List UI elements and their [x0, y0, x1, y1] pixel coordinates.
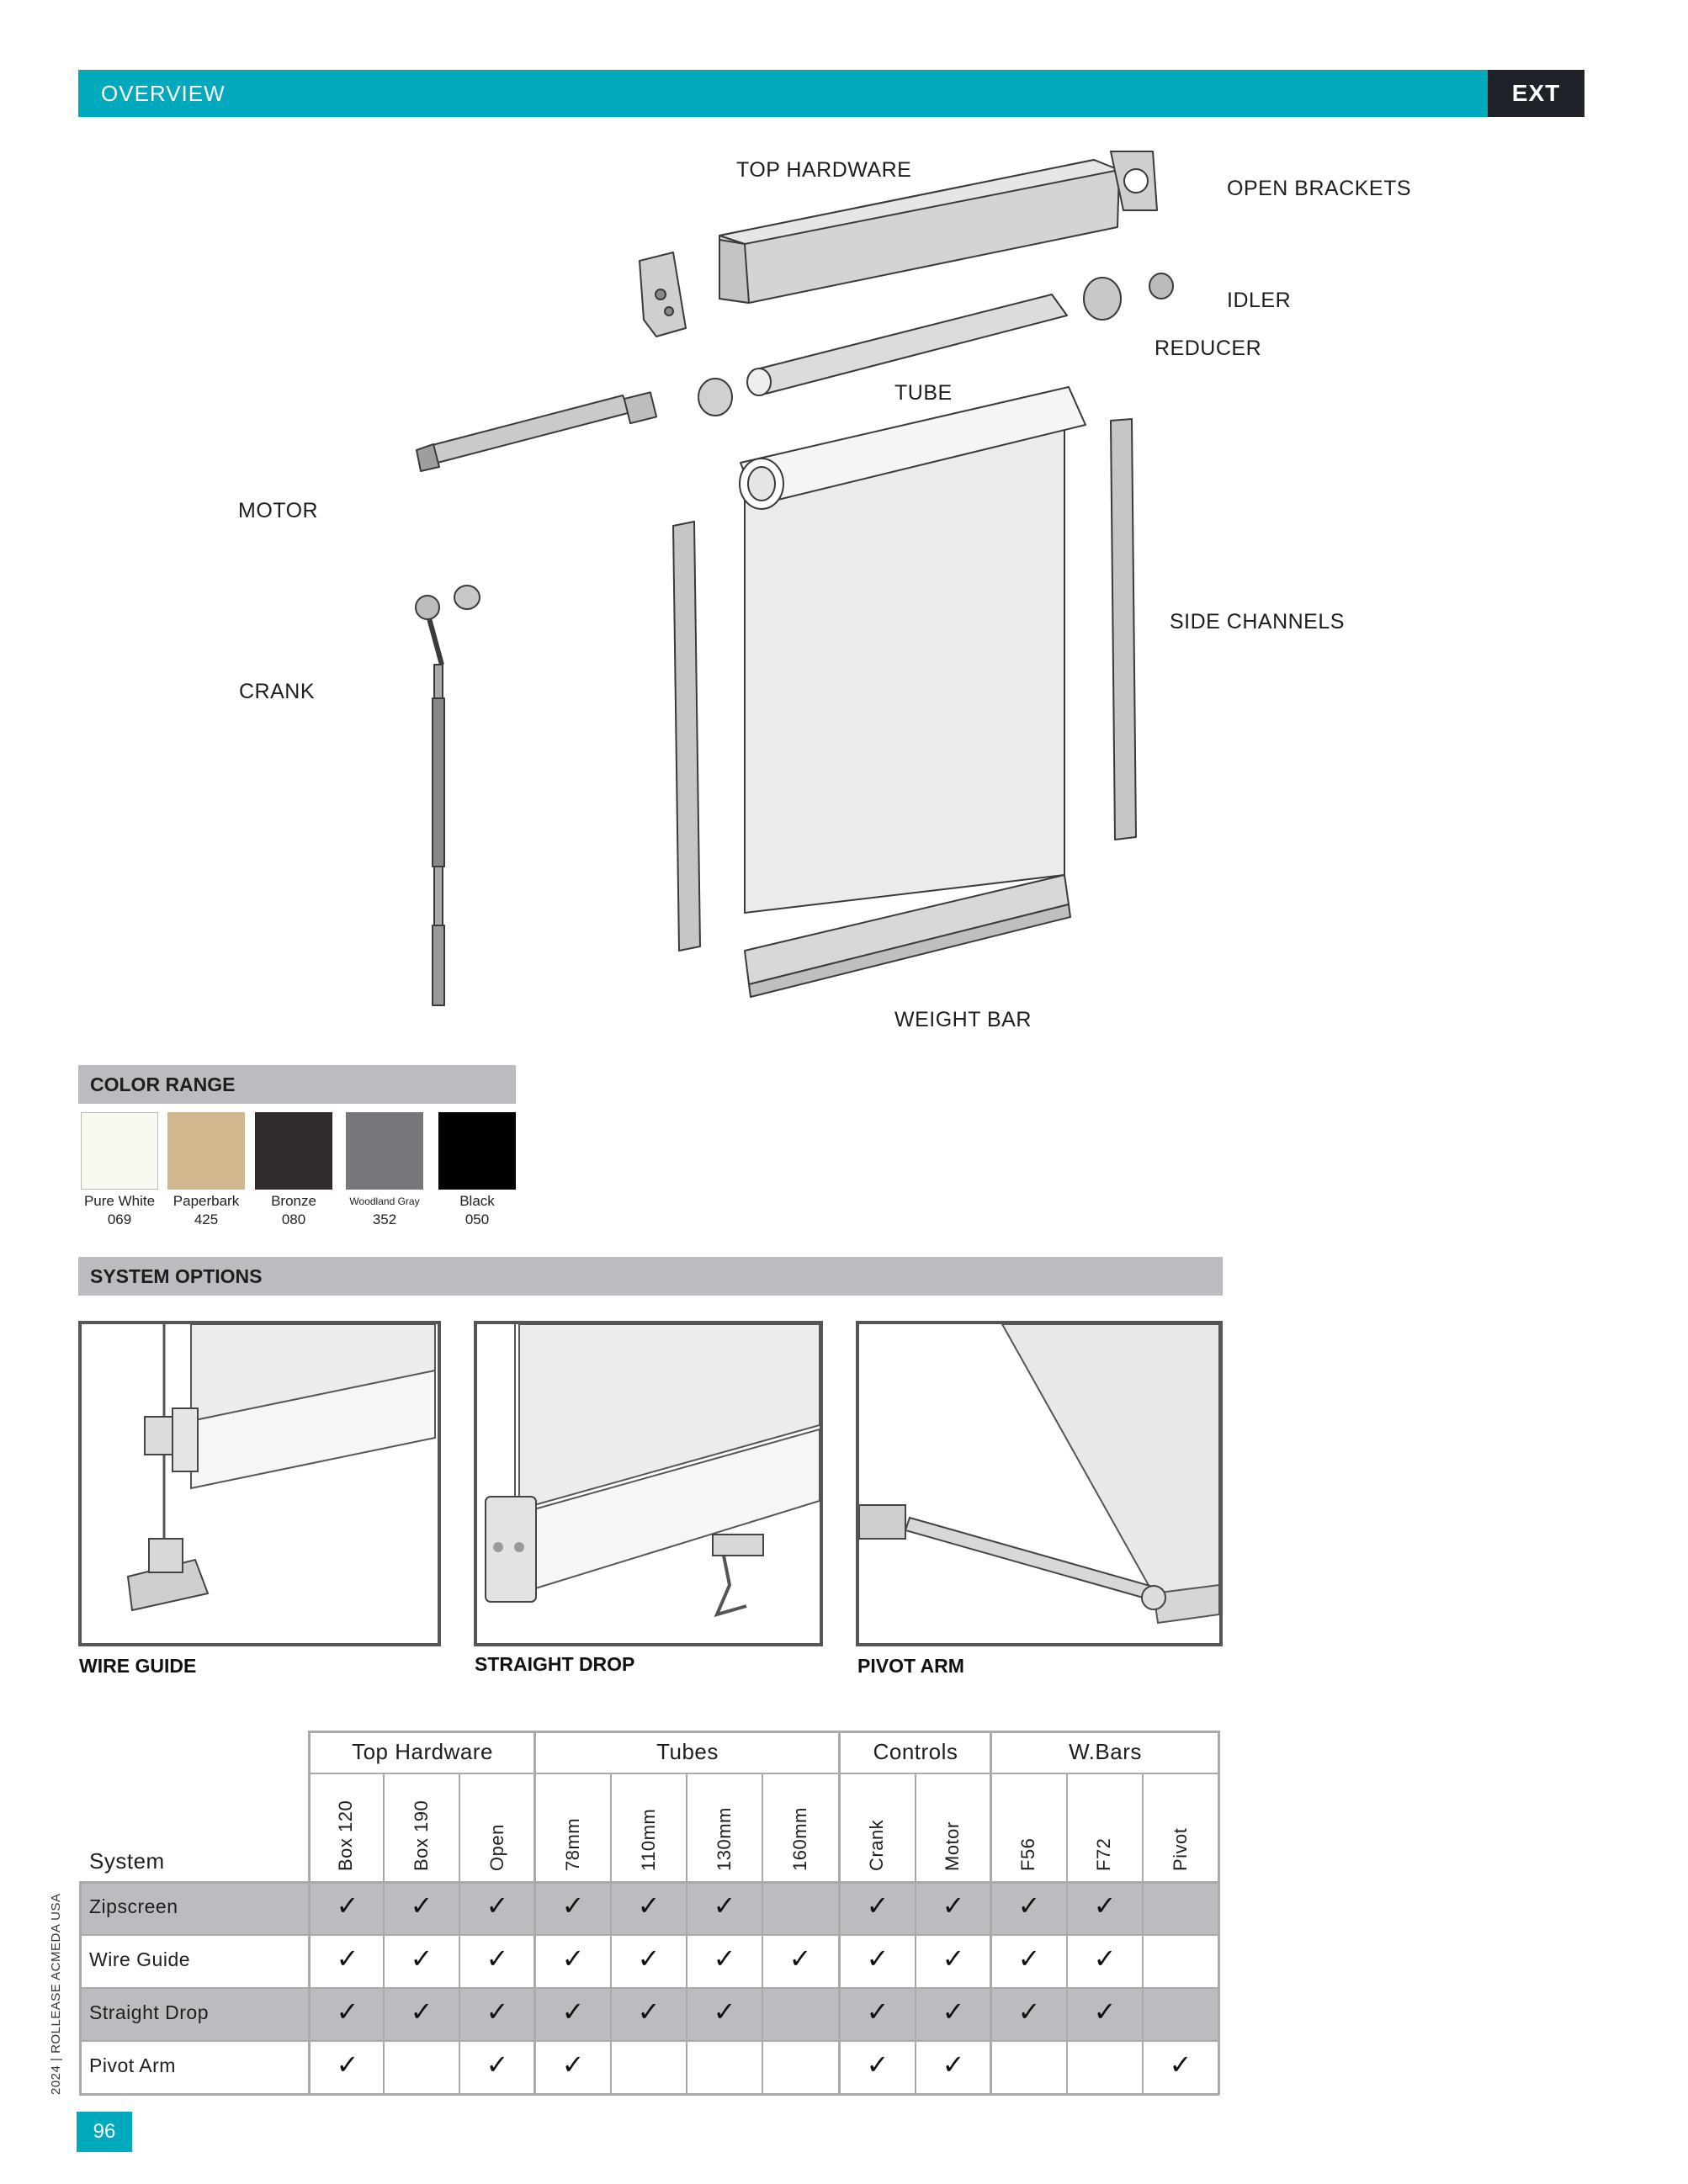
table-rule	[79, 1987, 1219, 1989]
column-header: Box 120	[335, 1800, 356, 1871]
check-mark: ✓	[1169, 2049, 1192, 2081]
check-mark: ✓	[1017, 1890, 1041, 1922]
check-mark: ✓	[336, 1943, 359, 1975]
check-mark: ✓	[336, 1890, 359, 1922]
check-mark: ✓	[561, 1890, 585, 1922]
swatch-name: Paperbark	[173, 1193, 240, 1209]
check-mark: ✓	[1093, 1890, 1117, 1922]
column-header: 78mm	[562, 1817, 583, 1871]
column-header: Pivot	[1170, 1827, 1191, 1871]
swatch-name: Woodland Gray	[349, 1195, 420, 1207]
label-open-brackets: OPEN BRACKETS	[1227, 177, 1412, 200]
check-mark: ✓	[410, 1890, 433, 1922]
row-label: Zipscreen	[89, 1895, 178, 1917]
column-header: F72	[1093, 1837, 1114, 1871]
page-title: OVERVIEW	[101, 81, 226, 106]
label-reducer: REDUCER	[1155, 337, 1262, 360]
check-mark: ✓	[410, 1943, 433, 1975]
swatch-code: 425	[194, 1211, 219, 1227]
table-rule	[610, 1773, 612, 2095]
table-rule	[686, 1773, 687, 2095]
check-mark: ✓	[942, 1996, 965, 2028]
check-mark: ✓	[713, 1890, 736, 1922]
check-mark: ✓	[866, 1943, 889, 1975]
column-header: Motor	[942, 1821, 963, 1871]
check-mark: ✓	[942, 1890, 965, 1922]
label-motor: MOTOR	[238, 499, 319, 522]
table-rule	[1218, 1731, 1220, 2095]
check-mark: ✓	[637, 1943, 661, 1975]
table-rule	[915, 1773, 916, 2095]
check-mark: ✓	[486, 2049, 509, 2081]
straight-drop-label: STRAIGHT DROP	[475, 1653, 635, 1675]
check-mark: ✓	[561, 1943, 585, 1975]
check-mark: ✓	[866, 1890, 889, 1922]
label-tube: TUBE	[894, 381, 953, 405]
table-rule	[79, 2093, 1219, 2096]
table-rule	[79, 1934, 1219, 1936]
table-rule	[79, 1881, 1219, 1884]
label-weight-bar: WEIGHT BAR	[894, 1008, 1032, 1031]
check-mark: ✓	[713, 1943, 736, 1975]
check-mark: ✓	[637, 1996, 661, 2028]
check-mark: ✓	[1017, 1996, 1041, 2028]
group-header: Tubes	[656, 1739, 719, 1764]
group-header: W.Bars	[1069, 1739, 1142, 1764]
row-label: Straight Drop	[89, 2001, 210, 2023]
group-header: Top Hardware	[352, 1739, 493, 1764]
table-rule	[79, 2040, 1219, 2042]
table-rule	[762, 1773, 763, 2095]
system-options-heading: SYSTEM OPTIONS	[78, 1257, 1223, 1296]
swatch-code: 069	[107, 1211, 132, 1227]
check-mark: ✓	[942, 1943, 965, 1975]
color-range-heading: COLOR RANGE	[78, 1065, 516, 1104]
column-header: Open	[486, 1824, 507, 1871]
label-crank: CRANK	[239, 680, 316, 703]
table-rule	[79, 1881, 82, 2095]
column-header: 110mm	[638, 1808, 659, 1871]
swatch-name: Pure White	[83, 1193, 156, 1209]
table-rule	[1066, 1773, 1068, 2095]
swatch-name: Black	[459, 1193, 495, 1209]
table-rule	[1142, 1773, 1144, 2095]
group-header: Controls	[873, 1739, 958, 1764]
row-label: Wire Guide	[89, 1948, 191, 1970]
check-mark: ✓	[336, 1996, 359, 2028]
column-header: 130mm	[714, 1807, 735, 1871]
side-footer-text: 2024 | ROLLEASE ACMEDA USA	[49, 1893, 63, 2095]
column-header: Crank	[866, 1819, 887, 1871]
check-mark: ✓	[486, 1943, 509, 1975]
check-mark: ✓	[336, 2049, 359, 2081]
system-column-header: System	[89, 1848, 165, 1874]
row-label: Pivot Arm	[89, 2054, 176, 2076]
swatch-name: Bronze	[271, 1193, 316, 1209]
check-mark: ✓	[1093, 1996, 1117, 2028]
page-number: 96	[77, 2112, 132, 2152]
label-idler: IDLER	[1227, 289, 1292, 312]
table-rule	[459, 1773, 460, 2095]
wire-guide-label: WIRE GUIDE	[79, 1655, 197, 1677]
check-mark: ✓	[561, 1996, 585, 2028]
pivot-arm-label: PIVOT ARM	[857, 1655, 964, 1677]
column-header: 160mm	[789, 1807, 810, 1871]
check-mark: ✓	[410, 1996, 433, 2028]
check-mark: ✓	[486, 1890, 509, 1922]
check-mark: ✓	[637, 1890, 661, 1922]
check-mark: ✓	[942, 2049, 965, 2081]
check-mark: ✓	[486, 1996, 509, 2028]
check-mark: ✓	[561, 2049, 585, 2081]
label-top-hardware: TOP HARDWARE	[736, 158, 912, 182]
check-mark: ✓	[866, 2049, 889, 2081]
check-mark: ✓	[1093, 1943, 1117, 1975]
swatch-code: 080	[281, 1211, 306, 1227]
check-mark: ✓	[713, 1996, 736, 2028]
check-mark: ✓	[866, 1996, 889, 2028]
swatch-code: 352	[372, 1211, 397, 1227]
table-rule	[383, 1773, 385, 2095]
check-mark: ✓	[1017, 1943, 1041, 1975]
table-rule	[309, 1773, 1219, 1774]
swatch-code: 050	[464, 1211, 490, 1227]
column-header: F56	[1017, 1837, 1038, 1871]
table-rule	[309, 1731, 1219, 1733]
check-mark: ✓	[788, 1943, 812, 1975]
column-header: Box 190	[411, 1800, 432, 1871]
section-tag: EXT	[1488, 70, 1584, 117]
label-side-channels: SIDE CHANNELS	[1170, 610, 1345, 633]
